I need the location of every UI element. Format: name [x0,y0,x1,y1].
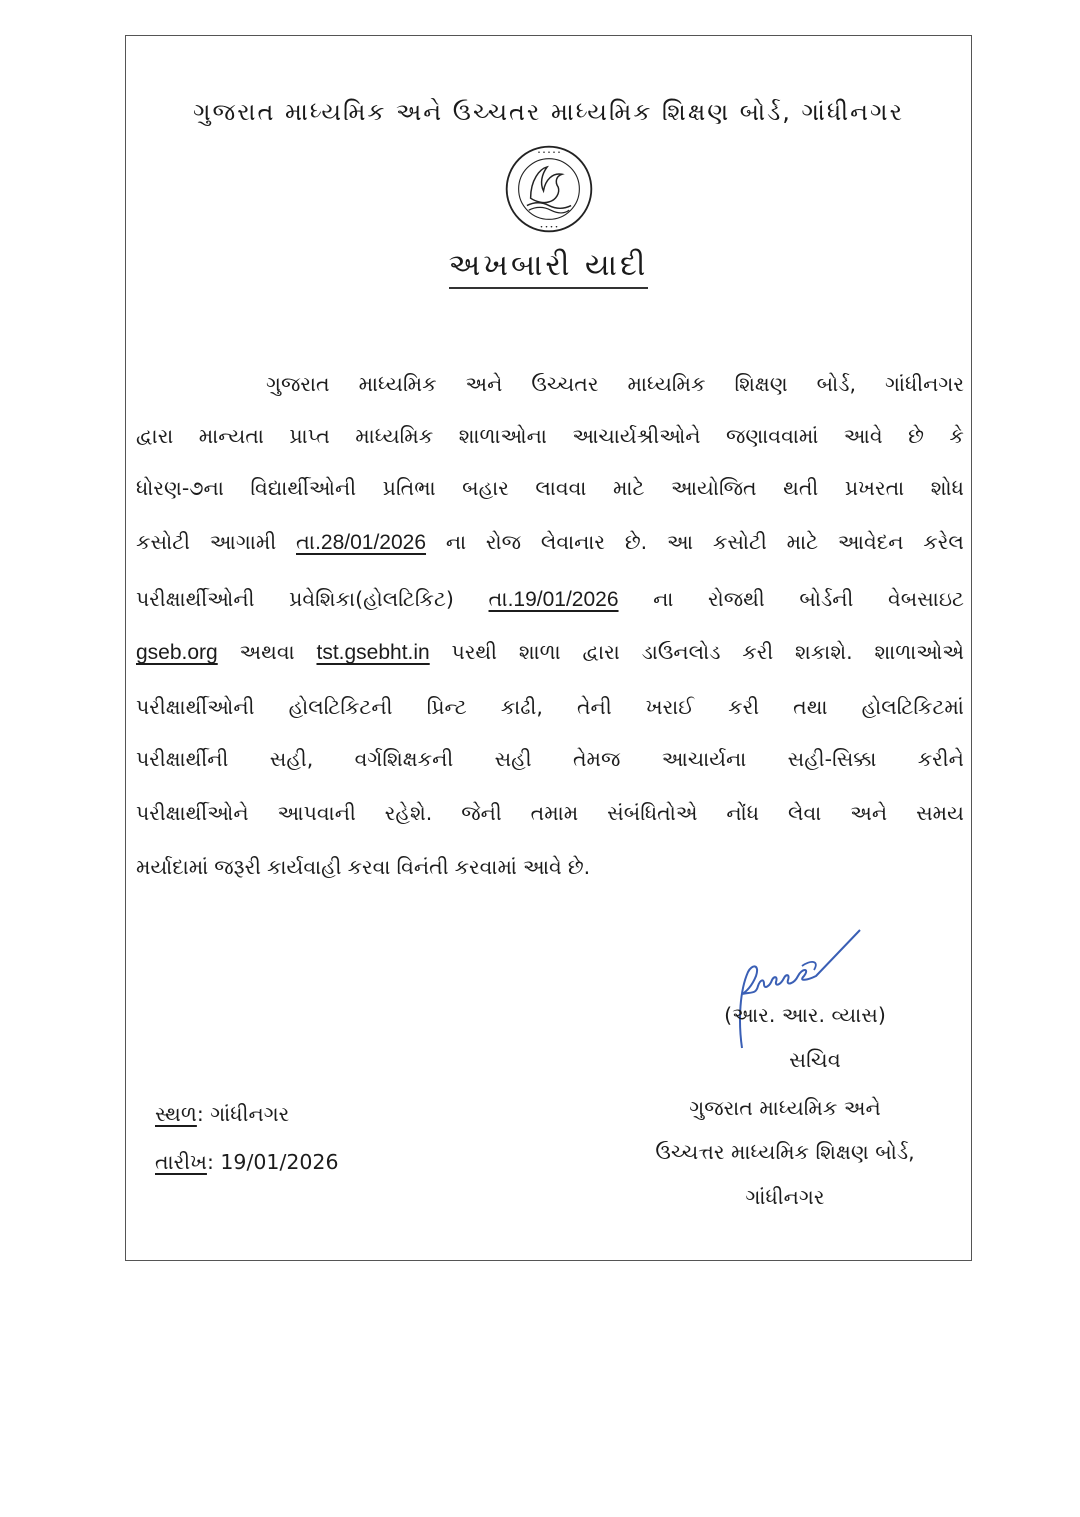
word: અને [465,372,503,396]
word: કરેલ [923,530,964,554]
body-line-3 [136,476,964,501]
press-release-title-text: અખબારી યાદી [449,248,649,289]
body-line-8 [136,747,964,772]
word: હોલટિકિટમાં [861,695,964,719]
word: પ્રખરતા [844,476,905,500]
date-label: તારીખ [155,1150,207,1174]
hallticket-date: તા.19/01/2026 [488,588,619,611]
word: વેબસાઇટ [887,587,964,611]
word: તથા [793,695,828,719]
body-line-2 [136,424,964,449]
word: લેવાનાર [540,530,606,554]
svg-text:• • • • •: • • • • • [537,150,561,157]
word: પ્રિન્ટ [426,695,467,719]
word: જણાવવામાં [726,424,819,448]
word: માટે [612,476,645,500]
signatory-name: (આર. આર. વ્યાસ) [724,1003,886,1027]
word: આયોજિત [670,476,757,500]
website-link-tst[interactable]: tst.gsebht.in [316,641,430,664]
word: ઉચ્ચતર [531,372,599,396]
place-label: સ્થળ [155,1102,197,1126]
word: પરીક્ષાર્થીઓને [136,801,249,825]
body-line-5 [136,587,964,612]
word: કરી [742,640,774,664]
word: કાઢી, [500,695,543,719]
word: દ્વારા [582,640,620,664]
word: માધ્યમિક [355,424,434,448]
word: પરીક્ષાર્થીની [136,747,229,771]
word: આવે [843,424,883,448]
word: માધ્યમિક [358,372,437,396]
body-line-4 [136,530,964,555]
word: રોજથી [708,587,765,611]
word: હોલટિકિટની [288,695,393,719]
word: જરૂરી [214,855,262,879]
word: આ [666,530,694,554]
body-line-10 [136,855,964,880]
exam-date: તા.28/01/2026 [296,531,427,554]
word: રોજ [485,530,522,554]
word: આપવાની [277,801,356,825]
word: કરવામાં [454,855,517,879]
svg-text:• • • •: • • • • [539,224,559,231]
word: કે [949,424,964,448]
word: બોર્ડની [799,587,854,611]
word: ગાંધીનગર [884,372,964,396]
word: કસોટી [136,530,190,554]
word: ધોરણ-૭ના [136,476,224,500]
word: સહી [494,747,532,771]
body-line-9 [136,801,964,826]
word: આગામી [209,530,277,554]
word: લાવવા [535,476,587,500]
body-line-6 [136,640,964,665]
handwritten-signature-icon [720,920,870,1060]
word: સમય [916,801,964,825]
word: સહી, [269,747,314,771]
word: ના [653,587,674,611]
word: છે. [567,855,591,879]
signatory-org-line-2: ઉચ્ચત્તર માધ્યમિક શિક્ષણ બોર્ડ, [655,1140,915,1164]
word: પ્રવેશિકા(હોલટિકિટ) [289,587,454,611]
word: કરીને [917,747,964,771]
press-release-title [125,248,972,283]
word: પરીક્ષાર્થીઓની [136,587,255,611]
date-value: : 19/01/2026 [206,1150,339,1174]
word: શોધ [930,476,964,500]
word: વિદ્યાર્થીઓની [250,476,357,500]
word: શકાશે. [795,640,853,664]
word: તમામ [530,801,579,825]
body-line-1 [266,372,964,397]
word: છે [908,424,924,448]
word: માટે [786,530,819,554]
word: બહાર [462,476,509,500]
word: મર્યાદામાં [136,855,209,879]
signatory-org-line-1: ગુજરાત માધ્યમિક અને [689,1096,881,1120]
gseb-swan-emblem-icon [503,143,595,235]
word: શાળાઓના [458,424,547,448]
word: તેમજ [572,747,621,771]
word: ખરાઈ [645,695,695,719]
word: શાળાઓએ [874,640,964,664]
word: લેવા [788,801,822,825]
place-row [155,1102,289,1127]
signatory-org-line-3: ગાંધીનગર [745,1185,825,1209]
word: વર્ગશિક્ષકની [354,747,454,771]
word: શિક્ષણ [734,372,788,396]
word: ના [445,530,467,554]
word: આચાર્યના [661,747,747,771]
word: શાળા [518,640,561,664]
word: થતી [783,476,819,500]
word: ડાઉનલોડ [641,640,721,664]
word: કસોટી [712,530,767,554]
word: દ્વારા [136,424,174,448]
word: અને [850,801,888,825]
word: પરીક્ષાર્થીઓની [136,695,255,719]
word: છે. [624,530,648,554]
word: આવેદન [837,530,904,554]
board-name-heading: ગુજરાત માધ્યમિક અને ઉચ્ચતર માધ્યમિક શિક્ષણ બોર્ડ, ગાંધીનગર [193,98,904,126]
word: બોર્ડ, [816,372,856,396]
word: માધ્યમિક [627,372,706,396]
word: આવે [522,855,562,879]
word: માન્યતા [198,424,264,448]
word: નોંધ [726,801,760,825]
word: વિનંતી [396,855,449,879]
website-link-gseb[interactable]: gseb.org [136,641,218,664]
word: કાર્યવાહી [267,855,342,879]
word: પરથી [451,640,498,664]
word: કરી [728,695,760,719]
place-value: : ગાંધીનગર [196,1102,290,1126]
word: સંબંધિતોએ [607,801,698,825]
body-line-7 [136,695,964,720]
word: પ્રાપ્ત [289,424,330,448]
word: સહી-સિક્કા [787,747,877,771]
word: અથવા [239,640,295,664]
word: તેની [576,695,612,719]
word: કરવા [347,855,391,879]
word: પ્રતિભા [382,476,436,500]
word: ગુજરાત [266,372,330,396]
word: જેની [461,801,502,825]
word: રહેશે. [384,801,433,825]
signatory-designation: સચિવ [789,1048,841,1072]
word: આચાર્યશ્રીઓને [572,424,701,448]
date-row [155,1150,339,1175]
